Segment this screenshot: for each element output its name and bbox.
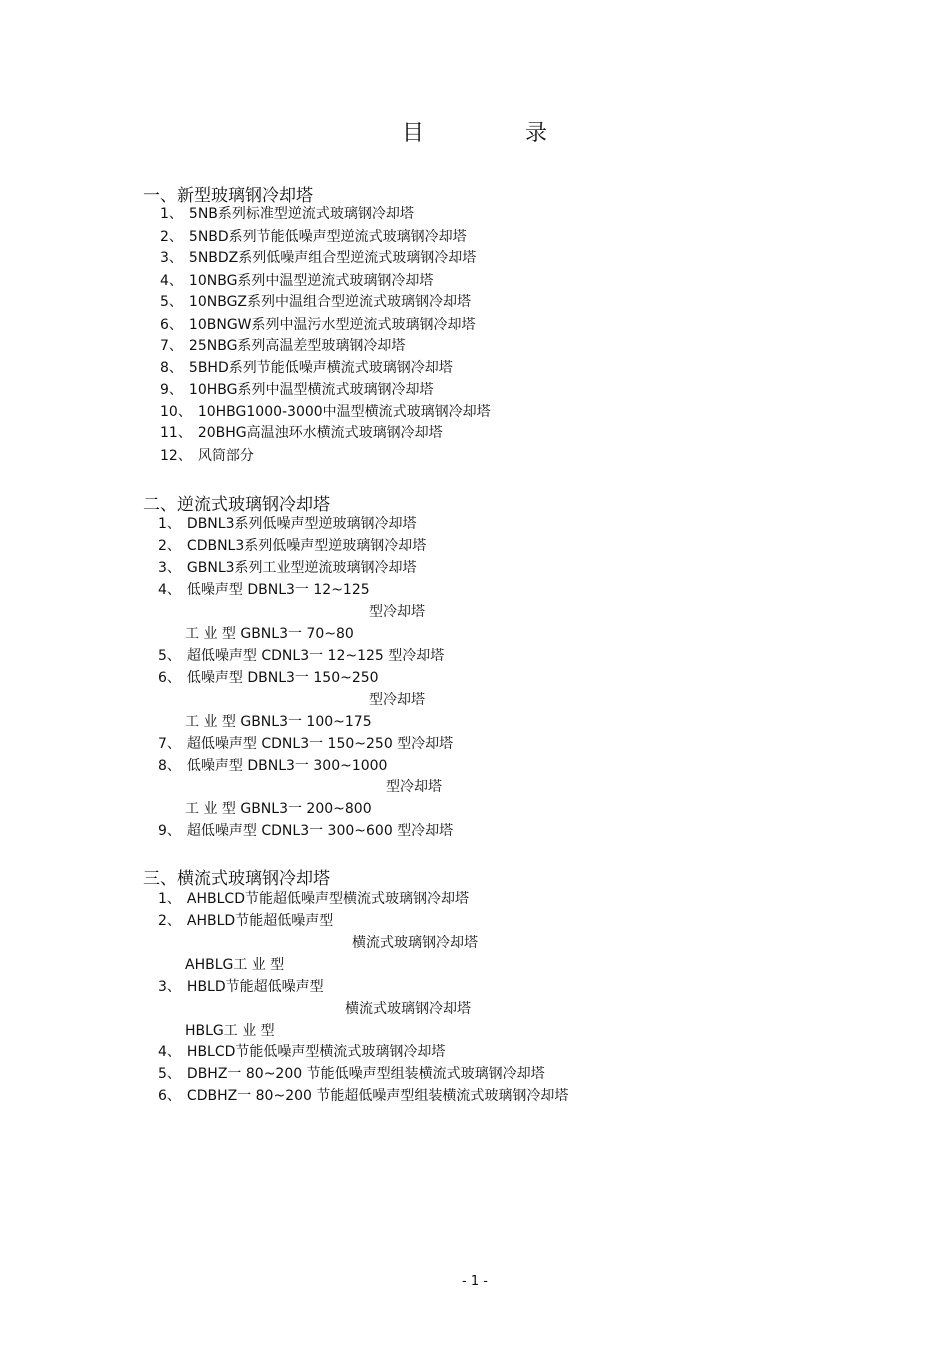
entry-text: 横流式玻璃钢冷却塔: [345, 1001, 471, 1017]
entry-text: 10HBG1000-3000中温型横流式玻璃钢冷却塔: [197, 404, 491, 420]
entry-text: CDBHZ一 80~200 节能超低噪声型组装横流式玻璃钢冷却塔: [186, 1088, 569, 1104]
entry-number: 2、: [158, 913, 181, 929]
entry-text: 5NBD系列节能低噪声型逆流式玻璃钢冷却塔: [188, 229, 467, 245]
title-char-1: 目: [401, 121, 425, 146]
entry-number: 6、: [158, 1088, 181, 1104]
toc-entry: [160, 403, 491, 421]
entry-number: 6、: [160, 317, 183, 333]
toc-entry: [158, 515, 417, 533]
entry-number: 8、: [160, 360, 183, 376]
toc-entry: [185, 625, 354, 643]
entry-text: 5NB系列标准型逆流式玻璃钢冷却塔: [188, 206, 414, 222]
toc-entry: [160, 337, 405, 355]
entry-number: 9、: [160, 382, 183, 398]
toc-entry: [158, 912, 333, 930]
entry-text: GBNL3系列工业型逆流玻璃钢冷却塔: [186, 560, 417, 576]
entry-number: 11、: [160, 425, 192, 441]
entry-text: 20BHG高温浊环水横流式玻璃钢冷却塔: [197, 425, 443, 441]
entry-text: 型冷却塔: [369, 692, 425, 708]
page-number: - 1 -: [462, 1274, 488, 1289]
toc-entry: [345, 1000, 471, 1018]
toc-entry: [185, 713, 372, 731]
toc-entry: [185, 1022, 275, 1040]
toc-entry: [386, 778, 442, 796]
entry-text: 10NBG系列中温型逆流式玻璃钢冷却塔: [188, 273, 434, 289]
entry-text: 超低噪声型 CDNL3一 12~125 型冷却塔: [186, 648, 445, 664]
toc-entry: [158, 822, 453, 840]
entry-text: DBHZ一 80~200 节能低噪声型组装横流式玻璃钢冷却塔: [186, 1066, 545, 1082]
toc-entry: [158, 735, 453, 753]
entry-number: 8、: [158, 758, 181, 774]
entry-text: AHBLG工 业 型: [185, 957, 285, 973]
entry-text: AHBLCD节能超低噪声型横流式玻璃钢冷却塔: [186, 891, 469, 907]
entry-number: 4、: [158, 1044, 181, 1060]
toc-entry: [158, 669, 379, 687]
entry-text: 10BNGW系列中温污水型逆流式玻璃钢冷却塔: [188, 317, 476, 333]
toc-entry: [369, 603, 425, 621]
entry-text: 横流式玻璃钢冷却塔: [352, 935, 478, 951]
toc-entry: [160, 381, 433, 399]
entry-text: 型冷却塔: [386, 779, 442, 795]
entry-text: 工 业 型 GBNL3一 100~175: [185, 714, 372, 730]
toc-entry: [160, 359, 453, 377]
toc-entry: [158, 1043, 445, 1061]
toc-entry: [158, 890, 469, 908]
toc-entry: [160, 205, 414, 223]
entry-text: 10NBGZ系列中温组合型逆流式玻璃钢冷却塔: [188, 294, 472, 310]
entry-text: 工 业 型 GBNL3一 200~800: [185, 801, 372, 817]
entry-text: 5BHD系列节能低噪声横流式玻璃钢冷却塔: [188, 360, 453, 376]
entry-text: 工 业 型 GBNL3一 70~80: [185, 626, 354, 642]
entry-number: 1、: [160, 206, 183, 222]
entry-text: 型冷却塔: [369, 604, 425, 620]
entry-number: 3、: [158, 560, 181, 576]
toc-entry: [369, 691, 425, 709]
toc-entry: [158, 537, 426, 555]
entry-text: 超低噪声型 CDNL3一 300~600 型冷却塔: [186, 823, 454, 839]
entry-number: 10、: [160, 404, 192, 420]
toc-entry: [158, 978, 324, 996]
entry-text: 5NBDZ系列低噪声组合型逆流式玻璃钢冷却塔: [188, 250, 477, 266]
section-heading: 二、逆流式玻璃钢冷却塔: [143, 495, 330, 515]
entry-number: 12、: [160, 448, 192, 464]
toc-entry: [158, 559, 417, 577]
entry-text: 超低噪声型 CDNL3一 150~250 型冷却塔: [186, 736, 454, 752]
toc-entry: [160, 249, 476, 267]
entry-number: 2、: [158, 538, 181, 554]
entry-number: 4、: [158, 582, 181, 598]
toc-entry: [158, 757, 387, 775]
toc-entry: [158, 1087, 568, 1105]
entry-text: 低噪声型 DBNL3一 12~125: [186, 582, 370, 598]
entry-text: HBLD节能超低噪声型: [186, 979, 324, 995]
toc-entry: [185, 800, 372, 818]
entry-number: 3、: [158, 979, 181, 995]
entry-text: AHBLD节能超低噪声型: [186, 913, 334, 929]
entry-text: 10HBG系列中温型横流式玻璃钢冷却塔: [188, 382, 434, 398]
section-heading: 三、横流式玻璃钢冷却塔: [143, 869, 330, 889]
entry-text: DBNL3系列低噪声型逆玻璃钢冷却塔: [186, 516, 417, 532]
entry-text: 25NBG系列高温差型玻璃钢冷却塔: [188, 338, 406, 354]
title-char-2: 录: [525, 121, 549, 146]
toc-entry: [160, 272, 433, 290]
toc-entry: [160, 447, 254, 465]
toc-entry: [185, 956, 284, 974]
entry-text: HBLG工 业 型: [185, 1023, 275, 1039]
entry-number: 7、: [160, 338, 183, 354]
toc-entry: [160, 293, 471, 311]
entry-number: 5、: [158, 1066, 181, 1082]
toc-entry: [160, 424, 443, 442]
entry-number: 1、: [158, 516, 181, 532]
entry-number: 2、: [160, 229, 183, 245]
entry-number: 5、: [160, 294, 183, 310]
entry-text: CDBNL3系列低噪声型逆玻璃钢冷却塔: [186, 538, 427, 554]
toc-entry: [160, 228, 467, 246]
entry-number: 7、: [158, 736, 181, 752]
entry-number: 3、: [160, 250, 183, 266]
entry-number: 6、: [158, 670, 181, 686]
toc-entry: [158, 1065, 545, 1083]
entry-number: 4、: [160, 273, 183, 289]
entry-number: 9、: [158, 823, 181, 839]
entry-text: 风筒部分: [197, 448, 254, 464]
entry-number: 5、: [158, 648, 181, 664]
toc-title: [0, 116, 950, 147]
toc-entry: [352, 934, 478, 952]
entry-text: 低噪声型 DBNL3一 300~1000: [186, 758, 388, 774]
entry-text: HBLCD节能低噪声型横流式玻璃钢冷却塔: [186, 1044, 446, 1060]
section-heading: 一、新型玻璃钢冷却塔: [143, 186, 313, 206]
toc-entry: [160, 316, 476, 334]
toc-entry: [158, 581, 370, 599]
toc-entry: [158, 647, 444, 665]
entry-number: 1、: [158, 891, 181, 907]
entry-text: 低噪声型 DBNL3一 150~250: [186, 670, 379, 686]
